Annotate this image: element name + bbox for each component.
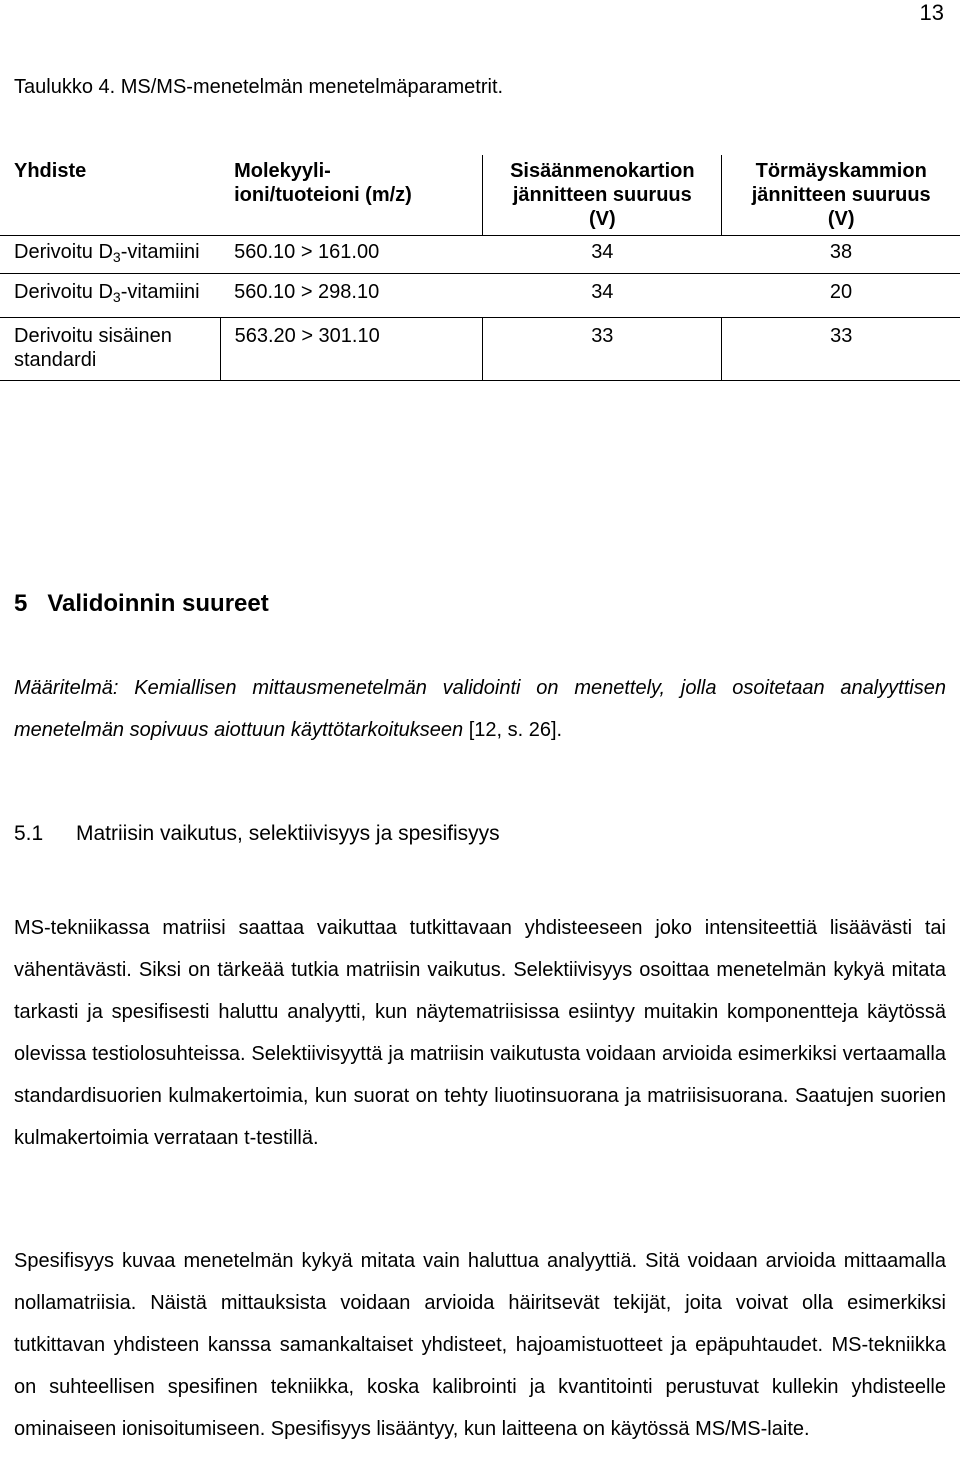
section-5-1-heading <box>14 822 500 846</box>
cell-compound: Derivoitu $D_3$-vitamiini <box>0 274 220 318</box>
cell-transition: 563.20 > 301.10 <box>220 318 483 381</box>
cell-collision: 33 <box>722 318 960 381</box>
table-caption: Taulukko 4. MS/MS-menetelmän menetelmäparametrit. <box>14 76 504 98</box>
paragraph-selectivity: MS-tekniikassa matriisi saattaa vaikuttaa tutkittavaan yhdisteeseen joko intensiteettiä lisäävästi tai vähentävästi. Siksi on tärkeää tutkia matriisin vaikutus. Selektiivisyys osoittaa menetelmän kykyä mitata tarkasti ja spesifisesti haluttu analyytti, kun näytematriisissa esiintyy muitakin komponentteja käytössä olevissa testiolosuhteissa. Selektiivisyyttä ja matriisin vaikutusta voidaan arvioida esimerkiksi vertaamalla standardisuorien kulmakertoimia, kun suorat on tehty liuotinsuorana ja matriisisuorana. Saatujen suorien kulmakertoimia verrataan t-testillä. <box>14 917 946 1149</box>
table-row <box>0 274 960 318</box>
header-compound: Yhdiste <box>14 160 87 182</box>
parameters-table <box>0 155 960 381</box>
definition-reference: [12, s. 26]. <box>463 719 563 741</box>
cell-inlet: 34 <box>483 236 722 274</box>
cell-compound: Derivoitu sisäinen standardi <box>0 318 220 381</box>
cell-collision: 38 <box>722 236 960 274</box>
paragraph-specificity: Spesifisyys kuvaa menetelmän kykyä mitata vain haluttua analyyttiä. Sitä voidaan arvioida mittaamalla nollamatriisia. Näistä mittauksista voidaan arvioida häiritsevät tekijät, joita voivat olla esimerkiksi tutkittavan yhdisteen kanssa samankaltaiset yhdisteet, hajoamistuotteet ja epäpuhtaudet. MS-tekniikka on suhteellisen spesifinen tekniikka, koska kalibrointi ja kvantitointi perustuvat kullekin yhdisteelle ominaiseen ionisoitumiseen. Spesifisyys lisääntyy, kun laitteena on käytössä MS/MS-laite. <box>14 1250 946 1440</box>
header-inlet-voltage: Sisäänmenokartion jännitteen suuruus (V) <box>510 160 695 230</box>
header-ion: Molekyyli- ioni/tuoteioni (m/z) <box>220 155 483 236</box>
header-collision-voltage: Törmäyskammion jännitteen suuruus (V) <box>722 155 960 236</box>
cell-inlet: 34 <box>483 274 722 318</box>
section-5-heading: 5 Validoinnin suureet <box>14 590 269 617</box>
page-number: 13 <box>919 0 944 25</box>
cell-inlet: 33 <box>483 318 722 381</box>
section-number: 5.1 <box>14 822 44 845</box>
cell-transition: 560.10 > 298.10 <box>220 274 483 318</box>
definition-paragraph <box>14 667 946 751</box>
cell-transition: 560.10 > 161.00 <box>220 236 483 274</box>
table-header-row <box>0 155 960 236</box>
cell-collision: 20 <box>722 274 960 318</box>
section-title: Matriisin vaikutus, selektiivisyys ja spesifisyys <box>76 822 500 845</box>
table-row <box>0 318 960 381</box>
cell-compound: Derivoitu $D_3$-vitamiini <box>0 236 220 274</box>
table-row <box>0 236 960 274</box>
definition-text: Määritelmä: Kemiallisen mittausmenetelmän validointi on menettely, jolla osoitetaan analyyttisen menetelmän sopivuus aiottuun käyttötarkoitukseen <box>14 677 946 741</box>
